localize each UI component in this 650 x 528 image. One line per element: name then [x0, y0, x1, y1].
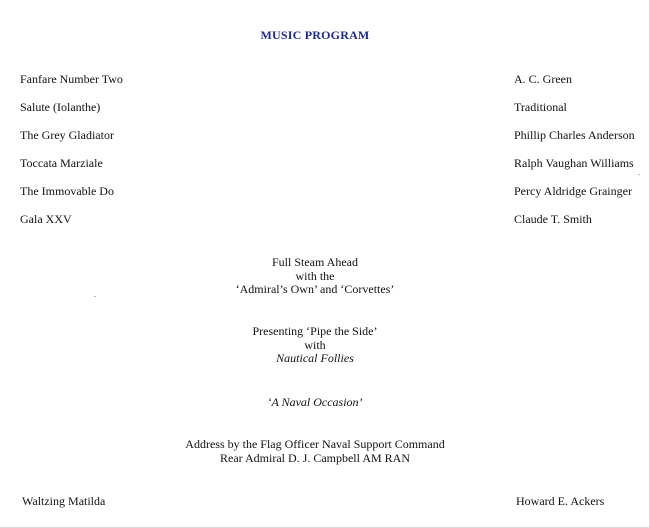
scan-speck [94, 296, 96, 297]
full-steam-line-2: with the [295, 268, 335, 283]
piece-title: Gala XXV [20, 212, 72, 226]
address-section [0, 438, 630, 465]
composer-name: Ralph Vaughan Williams [514, 156, 634, 170]
finale-row [22, 494, 634, 510]
music-program-list [0, 0, 650, 240]
scan-speck [638, 174, 640, 175]
composer-name: Phillip Charles Anderson [514, 128, 635, 142]
program-row [20, 100, 635, 116]
naval-occasion: ‘A Naval Occasion’ [267, 395, 363, 409]
program-row [20, 72, 635, 88]
composer-name: Traditional [514, 100, 567, 114]
piece-title: Fanfare Number Two [20, 72, 123, 86]
composer-name: Percy Aldridge Grainger [514, 184, 632, 198]
finale-piece-title: Waltzing Matilda [22, 494, 106, 508]
piece-title: Toccata Marziale [20, 156, 103, 170]
composer-name: A. C. Green [514, 72, 572, 86]
presenting-section [0, 325, 630, 366]
program-row [20, 128, 635, 144]
piece-title: The Immovable Do [20, 184, 114, 198]
program-row [20, 212, 635, 228]
presenting-line-1: Presenting ‘Pipe the Side’ [252, 324, 378, 338]
presenting-line-3: Nautical Follies [276, 351, 354, 365]
full-steam-ahead-section [0, 256, 630, 297]
page-title: MUSIC PROGRAM [260, 28, 370, 42]
address-line-1: Address by the Flag Officer Naval Support Command [185, 437, 445, 451]
piece-title: Salute (Iolanthe) [20, 100, 101, 114]
full-steam-line-3: ‘Admiral’s Own’ and ‘Corvettes’ [235, 282, 395, 296]
address-line-2: Rear Admiral D. J. Campbell AM RAN [220, 450, 410, 465]
piece-title: The Grey Gladiator [20, 128, 114, 142]
program-row [20, 156, 635, 172]
full-steam-line-1: Full Steam Ahead [272, 255, 358, 269]
composer-name: Claude T. Smith [514, 212, 592, 226]
presenting-line-2: with [304, 337, 326, 352]
finale-composer-name: Howard E. Ackers [516, 494, 605, 508]
program-row [20, 184, 635, 200]
